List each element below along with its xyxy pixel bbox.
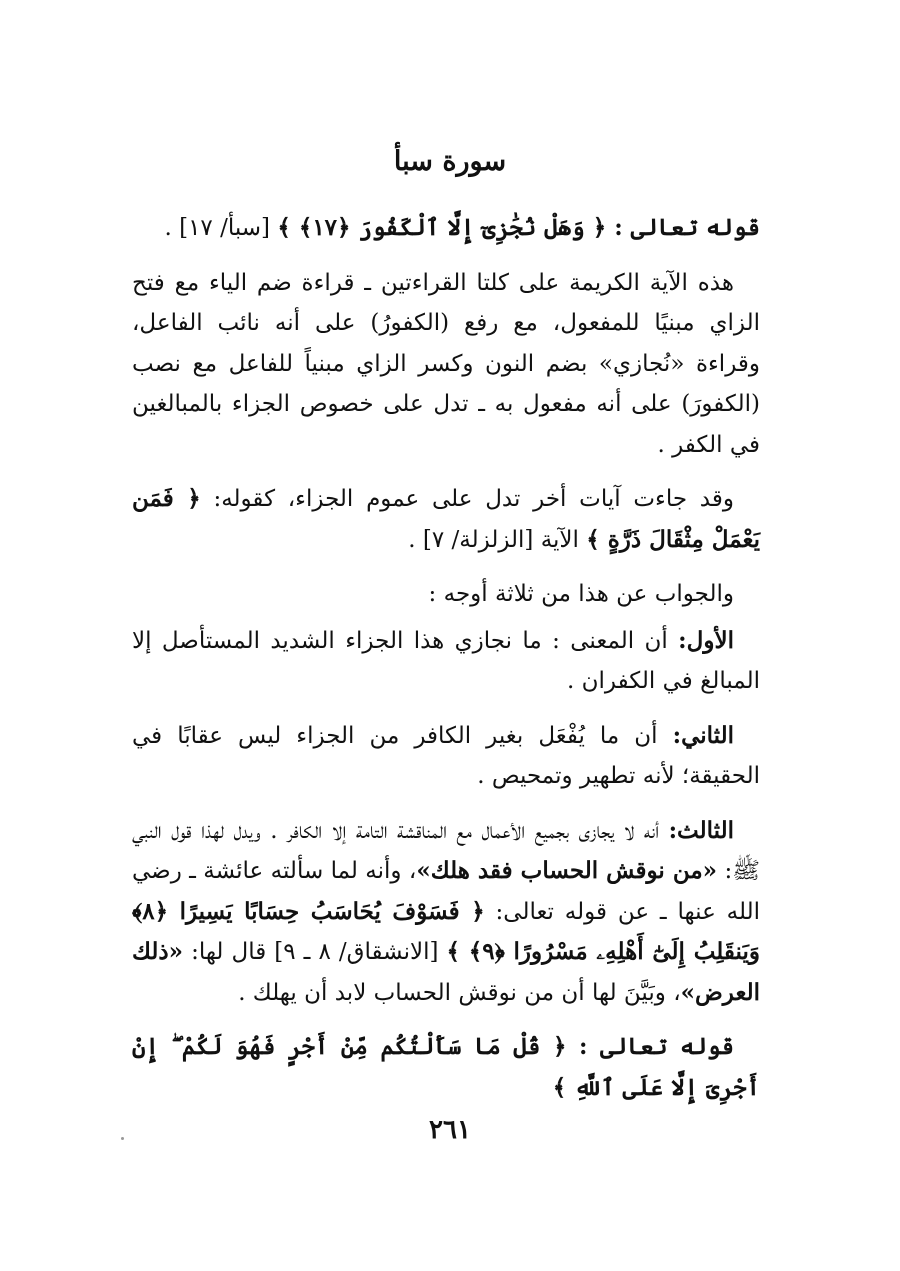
- quran-verse: ﴿ وَهَلْ نُجَٰزِىٓ إِلَّا ٱلْكَفُورَ ﴿١٧﴾ ﴾: [277, 214, 607, 241]
- point-label: الأول:: [678, 626, 734, 654]
- point-label: الثاني:: [672, 721, 734, 749]
- paragraph-second: [132, 716, 760, 797]
- quran-verse: ﴿ فَسَوْفَ يُحَاسَبُ حِسَابًا يَسِيرًا ﴿٨﴾ وَيَنقَلِبُ إِلَىٰٓ أَهْلِهِۦ مَسْرُورًا ﴿٩﴾ ﴾: [132, 897, 760, 965]
- scan-dot: [121, 1137, 124, 1140]
- paragraph-text: أنه لا يجازى بجميع الأعمال مع المناقشة التامة إلا الكافر . ويدل لهذا قول النبي ﷺ:: [132, 817, 760, 884]
- point-label: الثالث:: [668, 816, 734, 844]
- verse-reference: [سبأ/ ١٧] .: [164, 215, 278, 241]
- paragraph-third: [132, 811, 760, 1014]
- page-body: [132, 208, 760, 1122]
- paragraph-text: ، وأنه لما سألته عائشة ـ رضي الله عنها ـ عن قوله تعالى:: [132, 858, 760, 925]
- paragraph-text: أن المعنى : ما نجازي هذا الجزاء الشديد المستأصل إلا المبالغ في الكفران .: [132, 627, 760, 694]
- verse-reference: [الانشقاق/ ٨ ـ ٩] قال لها:: [183, 939, 447, 965]
- verse-reference: الآية [الزلزلة/ ٧] .: [408, 526, 587, 553]
- quran-verse: ﴿ فَمَن يَعْمَلْ مِثْقَالَ ذَرَّةٍ ﴾: [132, 485, 760, 553]
- paragraph-intro: هذه الآية الكريمة على كلتا القراءتين ـ قراءة ضم الياء مع فتح الزاي مبنيًا للمفعول، مع رفع (الكفورُ) على أنه نائب الفاعل، وقراءة «نُجازي» بضم النون وكسر الزاي مبنياً للفاعل مع نصب (الكفورَ) على أنه مفعول به ـ تدل على خصوص الجزاء بالمبالغين في الكفر .: [132, 269, 760, 458]
- verse-heading-1: [132, 208, 760, 249]
- verse-heading-2: [132, 1027, 760, 1108]
- page-number: ٢٦١: [429, 1115, 471, 1145]
- page-title: سورة سبأ: [393, 146, 507, 177]
- verse-lead: قوله تعالى :: [606, 214, 760, 241]
- paragraph-other-verses: [132, 479, 760, 560]
- hadith-quote: «من نوقش الحساب فقد هلك»: [416, 857, 718, 884]
- hadith-quote: «ذلك العرض»: [132, 938, 760, 1006]
- quran-verse: ﴿ قُلْ مَا سَأَلْتُكُم مِّنْ أَجْرٍ فَهُوَ لَكُمْ ۖ إِنْ أَجْرِىَ إِلَّا عَلَى ٱللَّهِ ﴾: [132, 1033, 760, 1101]
- paragraph-text: ، وبَيَّنَ لها أن من نوقش الحساب لابد أن يهلك .: [238, 979, 681, 1006]
- paragraph-text: وقد جاءت آيات أخر تدل على عموم الجزاء، كقوله:: [200, 486, 734, 512]
- paragraph-text: أن ما يُفْعَل بغير الكافر من الجزاء ليس عقابًا في الحقيقة؛ لأنه تطهير وتمحيص .: [132, 722, 760, 789]
- paragraph-first: [132, 621, 760, 702]
- verse-lead: قوله تعالى :: [566, 1033, 734, 1060]
- paragraph-answer-intro: والجواب عن هذا من ثلاثة أوجه :: [428, 581, 734, 607]
